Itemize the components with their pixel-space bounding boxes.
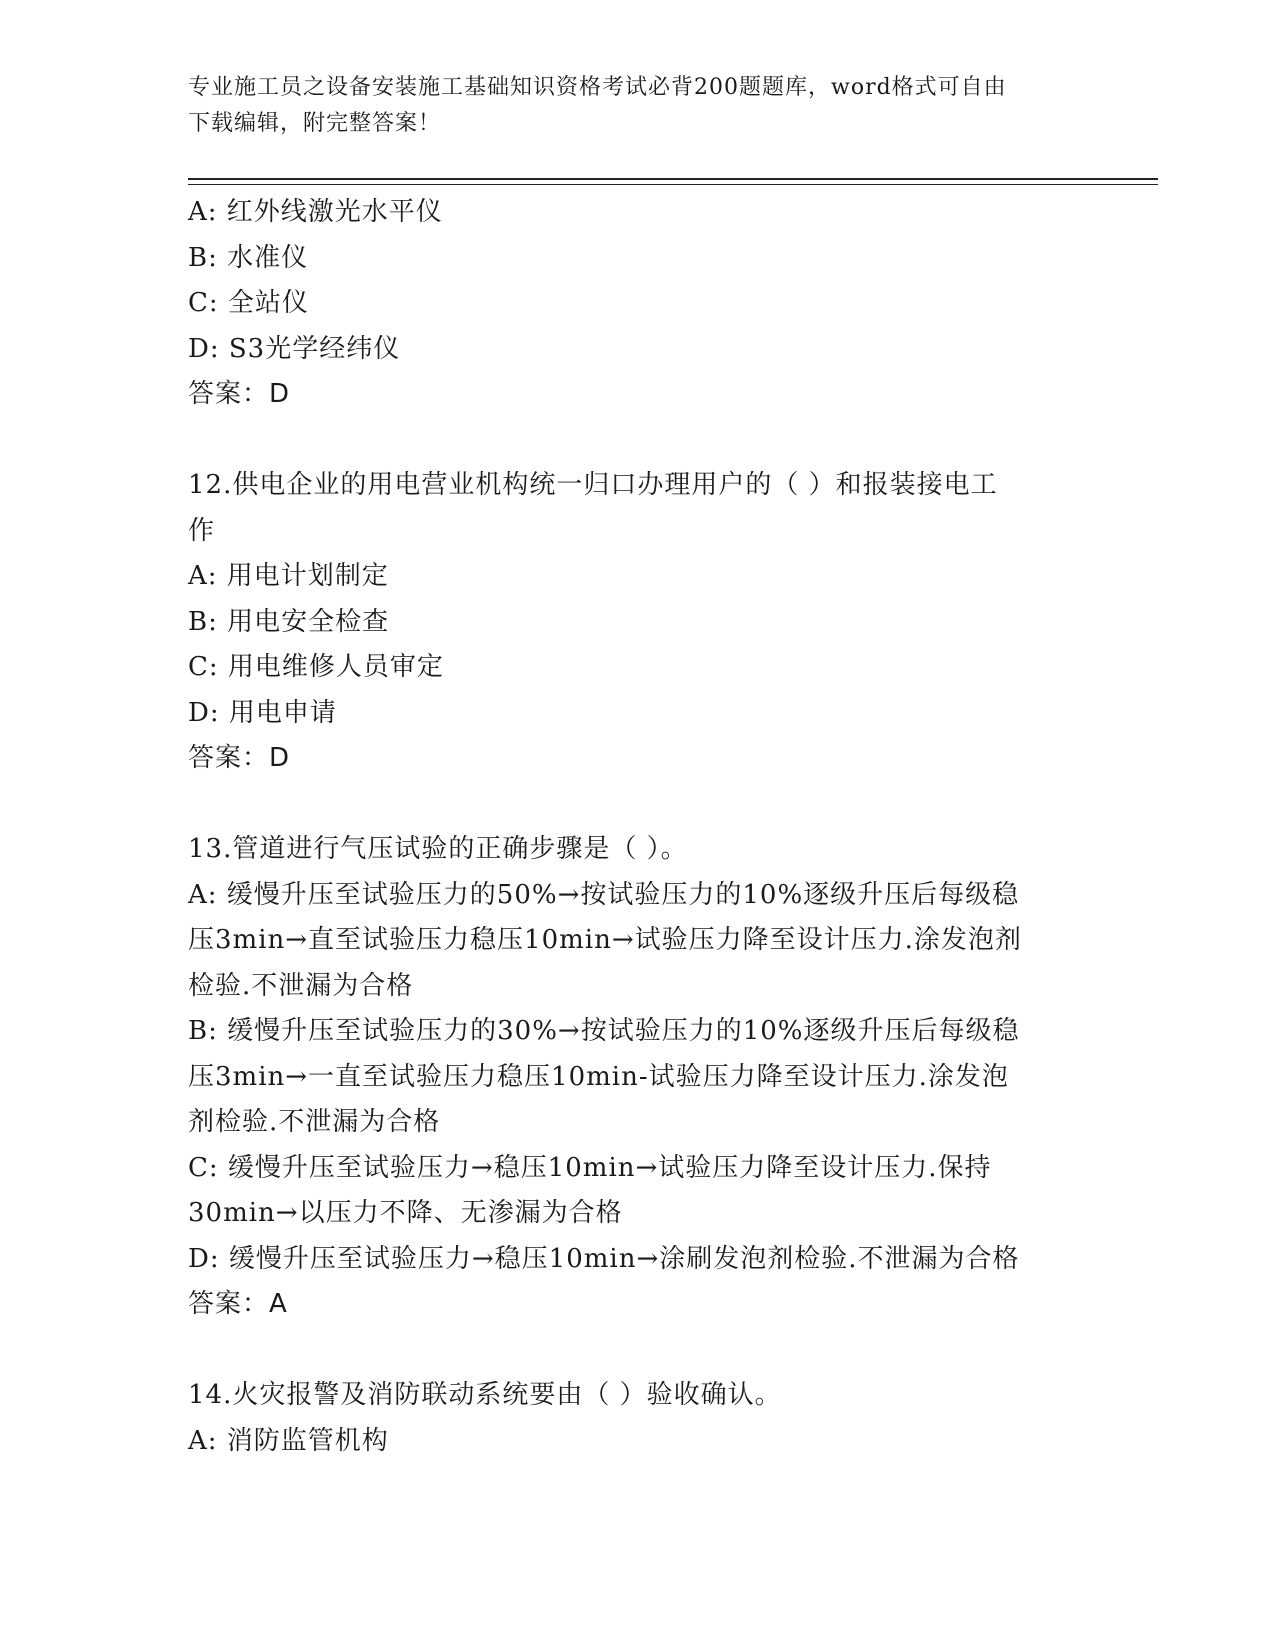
q13-option-a-line-1: A: 缓慢升压至试验压力的50%→按试验压力的10%逐级升压后每级稳 xyxy=(188,879,1020,910)
q12-option-a: A: 用电计划制定 xyxy=(188,561,389,591)
q11-option-c: C: 全站仪 xyxy=(188,288,309,318)
question-11 xyxy=(188,190,1088,418)
q13-option-b-line-3: 剂检验.不泄漏为合格 xyxy=(188,1107,441,1137)
header-rule-thin xyxy=(188,184,1158,185)
q12-answer: 答案：D xyxy=(188,743,291,773)
q11-option-d: D: S3光学经纬仪 xyxy=(188,333,401,364)
q12-stem-line-1: 12.供电企业的用电营业机构统一归口办理用户的（ ）和报装接电工 xyxy=(188,470,998,500)
q12-option-d: D: 用电申请 xyxy=(188,697,337,728)
header-line-2: 下载编辑，附完整答案！ xyxy=(188,111,442,136)
document-header xyxy=(188,70,1068,142)
q12-option-c: C: 用电维修人员审定 xyxy=(188,652,444,682)
q13-option-d: D: 缓慢升压至试验压力→稳压10min→涂刷发泡剂检验.不泄漏为合格 xyxy=(188,1243,1020,1274)
q13-option-a-line-3: 检验.不泄漏为合格 xyxy=(188,970,414,1001)
q11-option-a: A: 红外线激光水平仪 xyxy=(188,197,443,227)
q13-option-c-line-1: C: 缓慢升压至试验压力→稳压10min→试验压力降至设计压力.保持 xyxy=(188,1152,992,1183)
spacer xyxy=(188,1328,1088,1374)
q14-option-a: A: 消防监管机构 xyxy=(188,1425,389,1456)
q12-stem-line-2: 作 xyxy=(188,515,216,546)
document-body xyxy=(188,190,1088,1464)
question-13 xyxy=(188,827,1088,1328)
q13-answer: 答案：A xyxy=(188,1289,288,1319)
q13-stem: 13.管道进行气压试验的正确步骤是（ ）。 xyxy=(188,834,688,864)
header-rule-thick xyxy=(188,178,1158,180)
question-14 xyxy=(188,1373,1088,1464)
q11-answer: 答案：D xyxy=(188,379,291,409)
header-line-1: 专业施工员之设备安装施工基础知识资格考试必背200题题库，word格式可自由 xyxy=(188,75,1007,100)
q13-option-c-line-2: 30min→以压力不降、无渗漏为合格 xyxy=(188,1198,623,1228)
spacer xyxy=(188,782,1088,828)
q13-option-b-line-1: B: 缓慢升压至试验压力的30%→按试验压力的10%逐级升压后每级稳 xyxy=(188,1016,1020,1046)
q14-stem: 14.火灾报警及消防联动系统要由（ ）验收确认。 xyxy=(188,1380,782,1410)
q13-option-a-line-2: 压3min→直至试验压力稳压10min→试验压力降至设计压力.涂发泡剂 xyxy=(188,925,1022,955)
q13-option-b-line-2: 压3min→一直至试验压力稳压10min-试验压力降至设计压力.涂发泡 xyxy=(188,1061,1009,1092)
q12-option-b: B: 用电安全检查 xyxy=(188,606,390,637)
question-12 xyxy=(188,463,1088,782)
spacer xyxy=(188,418,1088,464)
q11-option-b: B: 水准仪 xyxy=(188,242,309,273)
